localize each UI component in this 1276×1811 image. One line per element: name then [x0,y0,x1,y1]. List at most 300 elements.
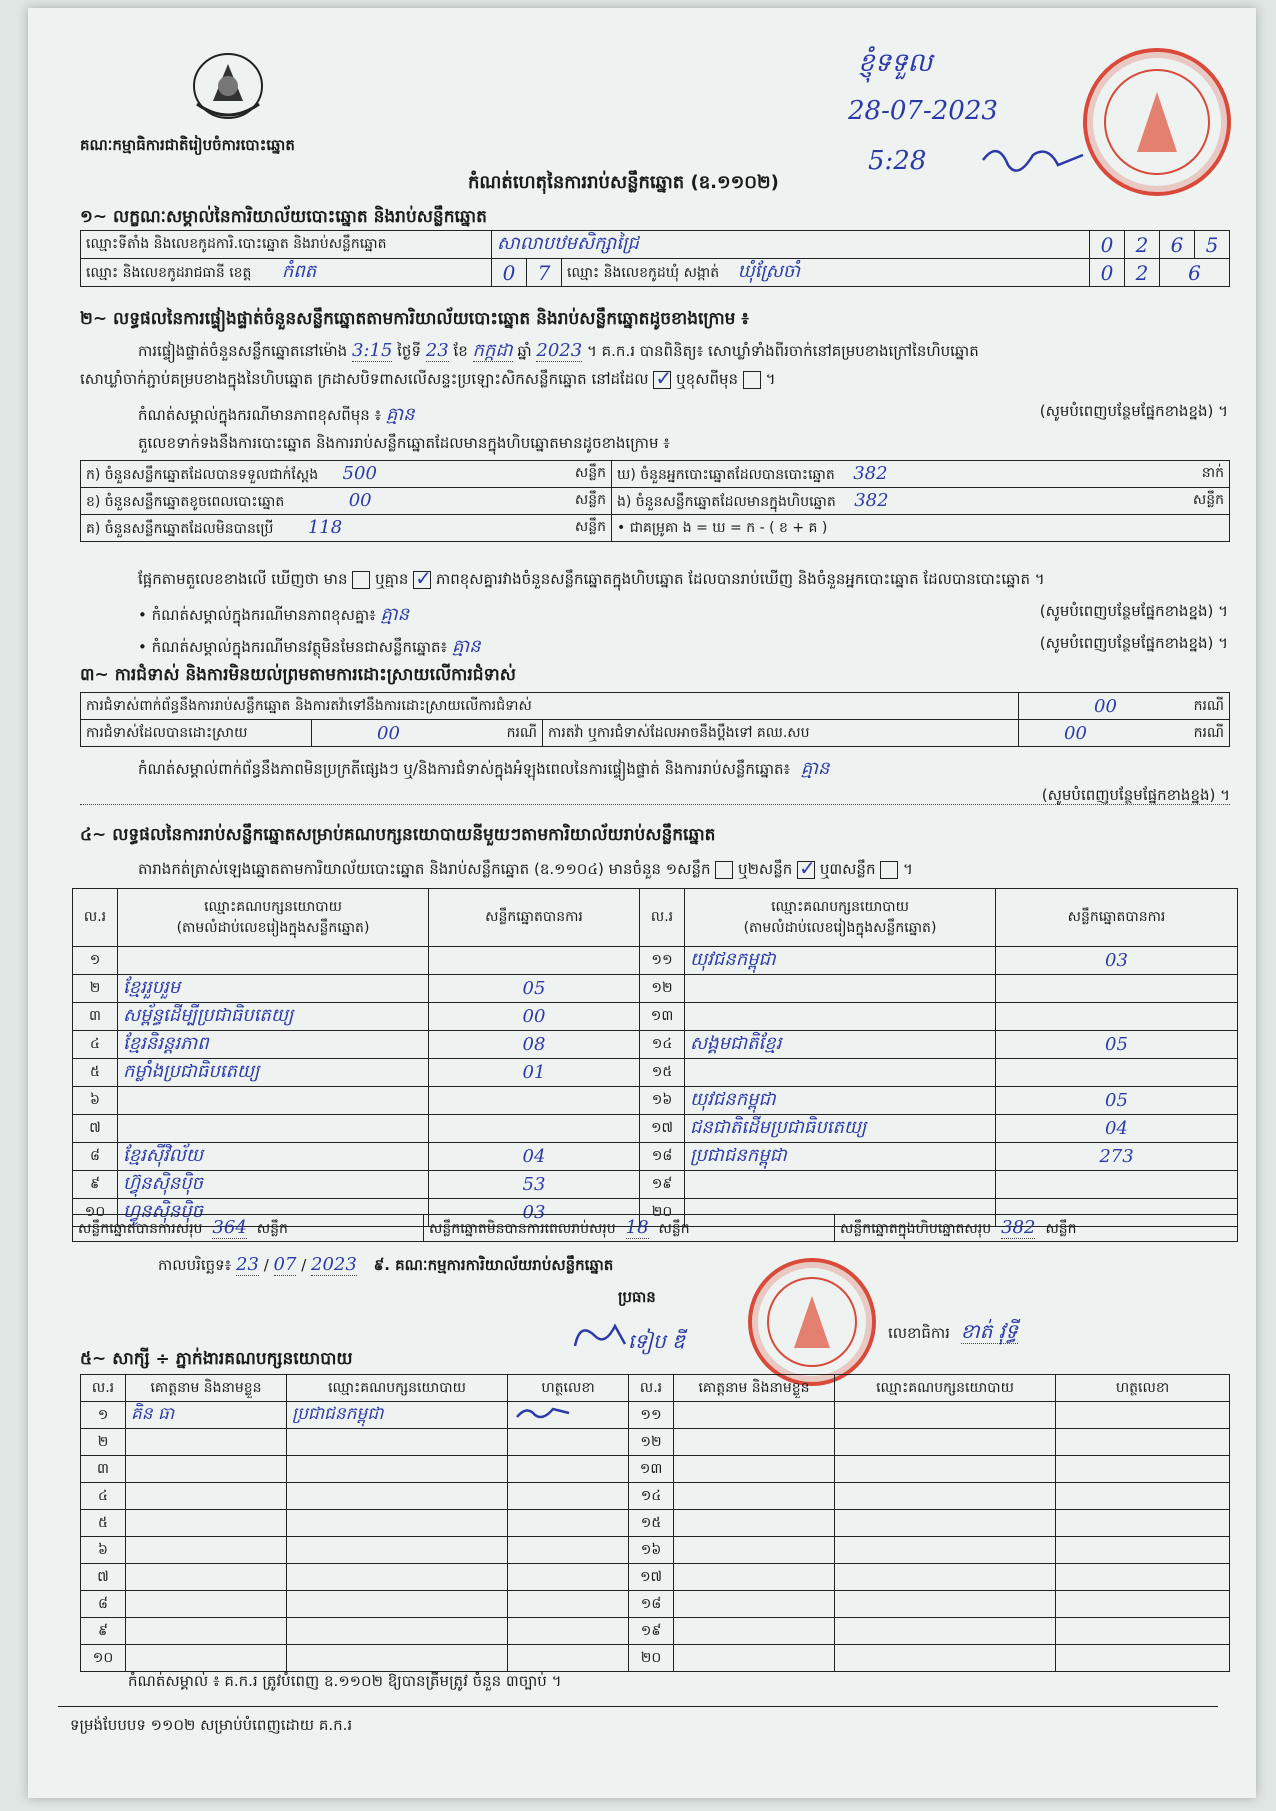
cell-no-left: ៥ [73,1059,118,1087]
witness-no-right: ១៩ [629,1618,674,1645]
cell-no-right: ២០ [640,1199,685,1227]
cell-party-left [118,947,429,975]
col-no-right: ល.រ [640,889,685,947]
invalid-total-unit: សន្លឹក [658,1220,690,1237]
province-code-1: 0 [492,259,527,287]
r2-value: 00 [377,722,400,744]
cell-no-right: ១៩ [640,1171,685,1199]
witness-party-right [835,1402,1056,1429]
r1-case: ករណី [1193,697,1224,714]
box-total-value: 382 [1001,1216,1036,1238]
witness-no-left: ២ [81,1429,126,1456]
row-b-label: ខ) ចំនួនសន្លឹកឆ្នោតខូចពេលបោះឆ្នោត [86,493,285,510]
cell-party-left: កម្លាំងប្រជាធិបតេយ្យ [118,1059,429,1087]
col-votes-left: សន្លឹកឆ្នោតបានការ [429,889,640,947]
witness-party-left [287,1618,508,1645]
cell-party-right: ជនជាតិដើមប្រជាធិបតេយ្យ [685,1115,996,1143]
received-code: ខ្ញុំទទួល [858,48,933,78]
witness-sign-right [1056,1564,1230,1591]
votes-totals [72,1214,1238,1242]
witness-name-left [126,1456,287,1483]
witness-no-right: ១៥ [629,1510,674,1537]
cell-votes-right [996,975,1238,1003]
witness-sign-left [508,1537,629,1564]
witness-sign-left [508,1510,629,1537]
witness-sign-left [508,1591,629,1618]
cell-party-right [685,1171,996,1199]
p4-c: ភាពខុសគ្នារវាងចំនួនសន្លឹកឆ្នោតក្នុងហិបឆ្នោត ដែលបានរាប់ឃើញ និងចំនួនអ្នកបោះឆ្នោត ដែលបានបោះឆ្នោត ។ [435,570,1045,588]
table-row [73,1003,1238,1031]
witness-no-right: ១៧ [629,1564,674,1591]
p1-d: ឆ្នាំ [517,342,532,360]
witness-sign-left [508,1618,629,1645]
witness-name-left [126,1429,287,1456]
cell-votes-right: 273 [996,1143,1238,1171]
p4-a: ផ្អែកតាមតួលេខខាងលើ ឃើញថា មាន [138,570,348,588]
invalid-label: • កំណត់សម្គាល់ក្នុងករណីមានវត្ថុមិនមែនជាសន្លឹកឆ្នោត៖ [138,638,448,656]
cell-votes-left: 05 [429,975,640,1003]
witness-party-right [835,1564,1056,1591]
w-col-sign-right: ហត្ថលេខា [1056,1375,1230,1402]
witness-sign-right [1056,1645,1230,1672]
formula: • ជាគម្រូគា ង = ឃ = ក - ( ខ + គ ) [612,515,1230,542]
cell-party-right: យុវជនកម្ពុជា [685,1087,996,1115]
cell-no-left: ៩ [73,1171,118,1199]
witness-sign-right [1056,1429,1230,1456]
invalid-fill-more: (សូមបំពេញបន្ថែមផ្នែកខាងខ្នង) ។ [1039,634,1228,652]
cell-party-left [118,1115,429,1143]
objection-note-value: គ្មាន [800,758,830,779]
witness-name-right [674,1483,835,1510]
objection-r2-value [312,720,543,747]
diff-fill-more: (សូមបំពេញបន្ថែមផ្នែកខាងខ្នង) ។ [1039,602,1228,620]
witness-no-left: ៩ [81,1618,126,1645]
valid-value: 364 [212,1216,247,1238]
valid-total [73,1215,424,1242]
cell-party-right [685,1059,996,1087]
check-time: 3:15 [351,340,393,361]
official-seal-icon [1083,48,1231,196]
nec-emblem-icon [183,46,273,124]
cell-party-left: ហ៊្វុនស៊ិនប៉ិច [118,1171,429,1199]
witness-name-right [674,1591,835,1618]
row-b-unit: សន្លឹក [574,491,606,508]
row-c-value: 118 [307,516,343,538]
witness-name-left [126,1645,287,1672]
station-code-1: 0 [1090,231,1125,259]
commune-code-3: 6 [1160,259,1230,287]
date-line: កាលបរិច្ឆេទ៖ 23 / 07 / 2023 ៩. គណៈកម្មការការិយាល័យរាប់សន្លឹកឆ្នោត [158,1254,614,1275]
witness-name-left [126,1483,287,1510]
table-row [73,947,1238,975]
witness-party-right [835,1456,1056,1483]
witness-name-left [126,1537,287,1564]
section4-subtitle-text: តារាងកត់ត្រាស់ឡេងឆ្នោតតាមការិយាល័យបោះឆ្នោត និងរាប់សន្លឹកឆ្នោត (ឧ.១១០៤) មានចំនួន ១សន្លឹក [138,860,711,878]
sub-or2: ឬ២សន្លឹក [738,860,793,878]
cell-no-left: ៤ [73,1031,118,1059]
table-row [81,1402,1230,1429]
table-row [73,1059,1238,1087]
cell-party-left: ខ្មែរស៊ីវិល័យ [118,1143,429,1171]
col-party-right-sub: (តាមលំដាប់លេខរៀងក្នុងសន្លឹកឆ្នោត) [743,919,937,936]
witness-sign-right [1056,1456,1230,1483]
col-no-left: ល.រ [73,889,118,947]
witness-table [80,1374,1230,1672]
witness-party-left [287,1537,508,1564]
table-row [81,1429,1230,1456]
objection-note [138,756,1228,783]
station-value: សាលាបឋមសិក្សាជ្រៃ [492,231,1090,259]
row-d-value: 382 [853,462,888,484]
row-e [612,488,1230,515]
cell-no-right: ១៦ [640,1087,685,1115]
objection-note-line2 [80,786,1230,805]
cell-party-right [685,975,996,1003]
witness-party-left [287,1483,508,1510]
witness-party-right [835,1618,1056,1645]
secretary-label: លេខាធិការ [888,1324,950,1342]
province-code-2: 7 [527,259,562,287]
invalid-total-value: 18 [625,1216,649,1238]
cell-no-right: ១២ [640,975,685,1003]
w-col-name-right: គោត្តនាម និងនាមខ្លួន [674,1375,835,1402]
cell-no-left: ៧ [73,1115,118,1143]
witness-party-left [287,1456,508,1483]
p1-a: ការផ្ទៀងផ្ទាត់ចំនួនសន្លឹកឆ្នោតនៅម៉ោង [138,342,348,360]
cell-party-right: យុវជនកម្ពុជា [685,947,996,975]
witness-party-left [287,1510,508,1537]
p1-e: ។ គ.ក.រ បានពិនិត្យ៖ សោឃ្លាំទាំងពីរចាក់នៅគម្របខាងក្រៅនៃហិបឆ្នោត [586,342,979,360]
check-day: 23 [425,340,449,361]
invalid-note-line [138,634,1228,661]
witness-sign-right [1056,1591,1230,1618]
r1-value: 00 [1094,695,1117,717]
witness-no-left: ៣ [81,1456,126,1483]
objection-r2-label: ការជំទាស់ដែលបានដោះស្រាយ [81,720,312,747]
cell-votes-left [429,947,640,975]
table-row [73,975,1238,1003]
r2b-case: ករណី [1193,724,1224,741]
form-page [28,8,1256,1798]
witness-no-left: ៧ [81,1564,126,1591]
check-month: កក្កដា [472,340,513,361]
section2-title: ២~ លទ្ធផលនៃការផ្ទៀងផ្ទាត់ចំនួនសន្លឹកឆ្នោតតាមការិយាល័យបោះឆ្នោត និងរាប់សន្លឹកឆ្នោតដូចខាងក្រោម ៖ [80,309,749,329]
table-row [73,1087,1238,1115]
objection-table [80,692,1230,747]
objection-r1-label: ការជំទាស់ពាក់ព័ន្ធនឹងការរាប់សន្លឹកឆ្នោត និងការតវ៉ាទៅនឹងការដោះស្រាយលើការជំទាស់ [81,693,1019,720]
province-value: កំពត [281,261,317,282]
station-table [80,230,1230,287]
witness-sign-left [508,1564,629,1591]
witness-name-right [674,1402,835,1429]
witness-sign-right [1056,1537,1230,1564]
table-row [81,1645,1230,1672]
witness-no-right: ១២ [629,1429,674,1456]
witness-no-right: ១៨ [629,1591,674,1618]
commission-label: ៩. គណៈកម្មការការិយាល័យរាប់សន្លឹកឆ្នោត [373,1256,614,1274]
witness-no-right: ១៦ [629,1537,674,1564]
cell-party-right [685,1003,996,1031]
section4-subtitle: តារាងកត់ត្រាស់ឡេងឆ្នោតតាមការិយាល័យបោះឆ្នោត និងរាប់សន្លឹកឆ្នោត (ឧ.១១០៤) មានចំនួន ១សន្លឹក ឬ២សន្លឹក ✓ ឬ៣សន្លឹក ។ [138,860,913,882]
witness-name-right [674,1510,835,1537]
col-party-left-sub: (តាមលំដាប់លេខរៀងក្នុងសន្លឹកឆ្នោត) [176,919,370,936]
witness-name-right [674,1537,835,1564]
box-total-unit: សន្លឹក [1045,1220,1077,1237]
changed-checkbox[interactable] [743,371,761,389]
objection-fill-more: (សូមបំពេញបន្ថែមផ្នែកខាងខ្នង) ។ [1041,786,1230,804]
row-b [81,488,612,515]
table-row [81,1618,1230,1645]
w-col-party-right: ឈ្មោះគណបក្សនយោបាយ [835,1375,1056,1402]
cell-votes-left [429,1115,640,1143]
cell-votes-left: 53 [429,1171,640,1199]
w-col-name-left: គោត្តនាម និងនាមខ្លួន [126,1375,287,1402]
cell-party-right: ប្រជាជនកម្ពុជា [685,1143,996,1171]
check-year: 2023 [536,340,583,361]
witness-no-left: ៨ [81,1591,126,1618]
witness-name-left [126,1618,287,1645]
row-d [612,461,1230,488]
cell-votes-left: 03 [429,1199,640,1227]
cell-party-left: ខ្មែររួបរួម [118,975,429,1003]
cell-party-left: ហ្វូនស៊ិនប៉ិច [118,1199,429,1227]
witness-no-right: ១៤ [629,1483,674,1510]
station-code-2: 2 [1125,231,1160,259]
cell-party-right: សង្គមជាតិខ្មែរ [685,1031,996,1059]
commune-label-text: ឈ្មោះ និងលេខកូដឃុំ សង្កាត់ [567,265,720,281]
r2-case: ករណី [506,724,537,741]
witness-party-right [835,1591,1056,1618]
witness-no-right: ១៣ [629,1456,674,1483]
witness-party-right [835,1645,1056,1672]
cell-no-right: ១៨ [640,1143,685,1171]
cell-votes-right: 05 [996,1087,1238,1115]
province-label-text: ឈ្មោះ និងលេខកូដរាជធានី ខេត្ត [86,265,252,281]
chair-label: ប្រធាន [618,1288,656,1306]
secretary-name: ខាត់ វុទ្ធី [960,1319,1018,1343]
witness-no-left: ៥ [81,1510,126,1537]
chair-name: ទៀប ឌី [628,1329,685,1353]
cell-votes-right: 03 [996,947,1238,975]
no-difference-checkbox[interactable] [413,571,431,589]
note-value: គ្មាន [385,404,415,425]
commune-value: ឃុំស្រែចាំ [737,261,801,282]
station-label: ឈ្មោះទីតាំង និងលេខកូដការិ.បោះឆ្នោត និងរាប់សន្លឹកឆ្នោត [81,231,492,259]
cell-votes-right [996,1171,1238,1199]
cell-votes-right [996,1059,1238,1087]
table-row [73,1143,1238,1171]
witness-no-left: ១ [81,1402,126,1429]
cell-votes-right: 04 [996,1115,1238,1143]
r2b-value: 00 [1064,722,1087,744]
row-d-label: ឃ) ចំនួនអ្នកបោះឆ្នោតដែលបានបោះឆ្នោត [617,466,835,483]
cell-no-left: ៨ [73,1143,118,1171]
row-a [81,461,612,488]
p2: សោឃ្លាំចាក់ភ្ជាប់គម្របខាងក្នុងនៃហិបឆ្នោត ក្រដាសបិទពាសលើសន្ទះប្រឡោះសិកសន្លឹកឆ្នោត នៅដដែល [80,370,649,388]
cell-party-left: ខ្មែរនិរន្តរភាព [118,1031,429,1059]
witness-sign-left [508,1645,629,1672]
row-e-label: ង) ចំនួនសន្លឹកឆ្នោតដែលមានក្នុងហិបឆ្នោត [617,493,836,510]
cell-votes-left [429,1087,640,1115]
cell-no-right: ១៤ [640,1031,685,1059]
cell-no-left: ១ [73,947,118,975]
same-checkbox[interactable] [653,371,671,389]
witness-name-left [126,1564,287,1591]
cell-no-left: ១០ [73,1199,118,1227]
w-col-no-right: ល.រ [629,1375,674,1402]
row-a-unit: សន្លឹក [574,464,606,481]
note-fill-more: (សូមបំពេញបន្ថែមផ្នែកខាងខ្នង) ។ [1039,402,1228,420]
has-difference-checkbox[interactable] [352,571,370,589]
col-party-right-title: ឈ្មោះគណបក្សនយោបាយ [771,898,909,915]
row-d-unit: នាក់ [1201,464,1224,481]
row-c-unit: សន្លឹក [574,518,606,535]
witness-no-right: ២០ [629,1645,674,1672]
objection-note-label: កំណត់សម្គាល់ពាក់ព័ន្ធនឹងភាពមិនប្រក្រតីផ្សេងៗ ឬ/និងការជំទាស់ក្នុងអំឡុងពេលនៃការផ្ទៀងផ្ទាត់ និងការរាប់សន្លឹកឆ្នោត៖ [138,760,791,778]
invalid-value: គ្មាន [451,636,481,657]
cell-no-right: ១១ [640,947,685,975]
witness-name-right [674,1429,835,1456]
valid-label: សន្លឹកឆ្នោតបានការសរុប [78,1220,203,1237]
diff-value: គ្មាន [380,604,410,625]
date-day: 23 [236,1254,259,1275]
witness-no-left: ៦ [81,1537,126,1564]
station-code-4: 5 [1195,231,1230,259]
witness-party-right [835,1510,1056,1537]
footer-note: កំណត់សម្គាល់ ៖ គ.ក.រ ត្រូវបំពេញ ឧ.១១០២ ឱ្យបានត្រឹមត្រូវ ចំនួន ៣ច្បាប់ ។ [128,1672,562,1690]
one-sheet-checkbox[interactable] [715,861,733,879]
table-row [73,1171,1238,1199]
cell-no-left: ២ [73,975,118,1003]
station-seal-icon [748,1258,876,1386]
objection-r2b-label: ការតវ៉ា ឬការជំទាស់ដែលអាចនឹងប្តឹងទៅ គឈ.សប [543,720,1019,747]
row-b-value: 00 [348,489,372,511]
table-row [73,1031,1238,1059]
station-code-3: 6 [1160,231,1195,259]
witness-name-left [126,1510,287,1537]
section5-title: ៥~ សាក្សី ÷ ភ្នាក់ងារគណបក្សនយោបាយ [80,1349,353,1369]
section4-title: ៤~ លទ្ធផលនៃការរាប់សន្លឹកឆ្នោតសម្រាប់គណបក្សនយោបាយនីមួយៗតាមការិយាល័យរាប់សន្លឹកឆ្នោត [80,825,716,845]
witness-name-right [674,1618,835,1645]
row-e-unit: សន្លឹក [1192,491,1224,508]
w-col-party-left: ឈ្មោះគណបក្សនយោបាយ [287,1375,508,1402]
date-year: 2023 [311,1254,357,1275]
date-month: 07 [273,1254,297,1275]
diff-label: • កំណត់សម្គាល់ក្នុងករណីមានភាពខុសគ្នា៖ [138,606,376,624]
box-total [835,1215,1238,1242]
note-line [138,402,1228,429]
commune-code-1: 0 [1090,259,1125,287]
commune-label [562,259,1090,287]
col-party-right [685,889,996,947]
two-sheet-checkbox[interactable] [797,861,815,879]
table-row [81,1510,1230,1537]
table-row [81,1591,1230,1618]
table-row [81,1483,1230,1510]
diff-note-line [138,602,1228,629]
section3-title: ៣~ ការជំទាស់ និងការមិនយល់ព្រមតាមការដោះស្រាយលើការជំទាស់ [80,665,516,685]
chair-signature [570,1316,630,1360]
figures-table [80,460,1230,542]
votes-table [72,888,1238,1227]
footer-form-ref: ទម្រង់បែបបទ ១១០២ សម្រាប់បំពេញដោយ គ.ក.រ [70,1716,353,1734]
col-party-left-title: ឈ្មោះគណបក្សនយោបាយ [204,898,342,915]
objection-r1-value [1019,693,1230,720]
witness-sign-right [1056,1483,1230,1510]
witness-sign-right [1056,1510,1230,1537]
witness-signature [513,1403,573,1423]
witness-party-left [287,1645,508,1672]
objection-r2b-value [1019,720,1230,747]
cell-votes-left: 01 [429,1059,640,1087]
secretary-line [888,1318,1018,1348]
cell-votes-left: 00 [429,1003,640,1031]
witness-sign-right [1056,1402,1230,1429]
figures-intro: តួលេខទាក់ទងនឹងការបោះឆ្នោត និងការរាប់សន្លឹកឆ្នោតដែលមានក្នុងហិបឆ្នោតមានដូចខាងក្រោម ៖ [138,434,670,452]
witness-sign-left [508,1402,629,1429]
form-title: កំណត់ហេតុនៃការរាប់សន្លឹកឆ្នោត (ឧ.១១០២) [468,172,779,193]
box-total-label: សន្លឹកឆ្នោតក្នុងហិបឆ្នោតសរុប [840,1220,992,1237]
check-paragraph-line2: សោឃ្លាំចាក់ភ្ជាប់គម្របខាងក្នុងនៃហិបឆ្នោត ក្រដាសបិទពាសលើសន្ទះប្រឡោះសិកសន្លឹកឆ្នោត នៅដដែល ✓ ឬខុសពីមុន ។ [80,370,775,392]
witness-no-left: ៤ [81,1483,126,1510]
witness-name-left [126,1591,287,1618]
cell-no-right: ១៣ [640,1003,685,1031]
witness-party-left [287,1591,508,1618]
cell-votes-right [996,1003,1238,1031]
table-row [81,1564,1230,1591]
cell-no-left: ៦ [73,1087,118,1115]
w-col-no-left: ល.រ [81,1375,126,1402]
date-label: កាលបរិច្ឆេទ៖ [158,1256,232,1274]
p1-c: ខែ [453,342,468,360]
witness-party-right [835,1537,1056,1564]
p1-b: ថ្ងៃទី [397,342,421,360]
received-signature [978,140,1088,184]
row-a-label: ក) ចំនួនសន្លឹកឆ្នោតដែលបានទទួលជាក់ស្តែង [86,466,319,483]
w-col-sign-left: ហត្ថលេខា [508,1375,629,1402]
cell-party-left [118,1087,429,1115]
three-sheet-checkbox[interactable] [880,861,898,879]
row-a-value: 500 [342,462,377,484]
row-c-label: គ) ចំនួនសន្លឹកឆ្នោតដែលមិនបានប្រើ [86,520,274,537]
invalid-total [424,1215,835,1242]
cell-no-right: ១៧ [640,1115,685,1143]
note-label: កំណត់សម្គាល់ក្នុងករណីមានភាពខុសពីមុន ៖ [138,406,382,424]
table-row [73,1115,1238,1143]
table-row [81,1537,1230,1564]
difference-line [138,570,1045,592]
commune-code-2: 2 [1125,259,1160,287]
received-time: 5:28 [868,146,927,176]
witness-sign-left [508,1429,629,1456]
witness-party-right [835,1483,1056,1510]
witness-name-right [674,1456,835,1483]
cell-votes-right: 05 [996,1031,1238,1059]
col-votes-right: សន្លឹកឆ្នោតបានការ [996,889,1238,947]
cell-votes-left: 08 [429,1031,640,1059]
valid-unit: សន្លឹក [256,1220,288,1237]
col-party-left [118,889,429,947]
p2-or: ឬខុសពីមុន [676,370,739,388]
commission-name: គណៈកម្មាធិការជាតិរៀបចំការបោះឆ្នោត [80,136,295,154]
witness-party-right [835,1429,1056,1456]
witness-name-left: គិន ធា [126,1402,287,1429]
witness-no-left: ១០ [81,1645,126,1672]
witness-name-right [674,1645,835,1672]
cell-votes-left: 04 [429,1143,640,1171]
section1-title: ១~ លក្ខណៈសម្គាល់នៃការិយាល័យបោះឆ្នោត និងរាប់សន្លឹកឆ្នោត [80,207,487,227]
witness-sign-left [508,1456,629,1483]
